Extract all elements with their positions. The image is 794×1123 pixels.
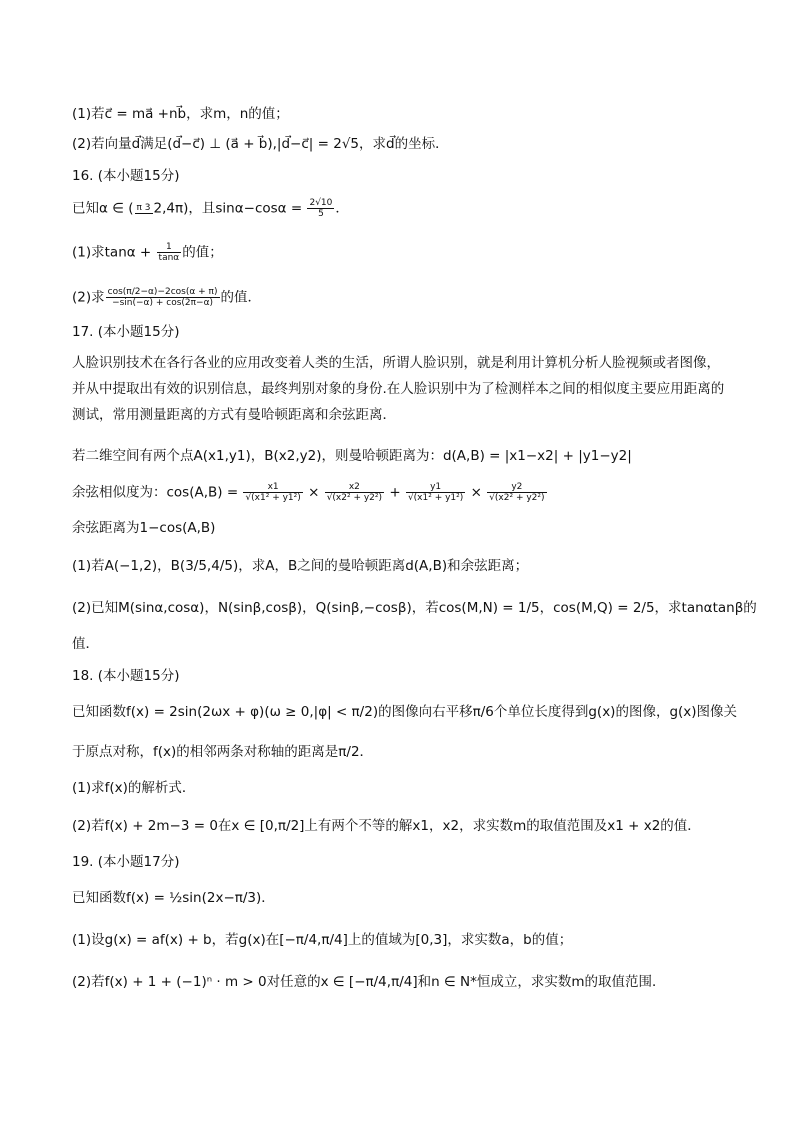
q16-part2-den: −sin(−α) + cos(2π−α)	[112, 298, 214, 308]
q17-part2-cont: 值．	[72, 636, 99, 652]
q17-frac-3	[406, 482, 465, 503]
q18-heading: 18. (本小题15分)	[72, 668, 180, 684]
q16-heading: 16. (本小题15分)	[72, 168, 180, 184]
q16-value-frac	[307, 198, 334, 219]
q17-frac-3-den: √(x1² + y1²)	[407, 493, 464, 503]
q18-part1: (1)求f(x)的解析式．	[72, 780, 196, 796]
q16-part2-frac	[106, 287, 220, 308]
q17-frac-2-den: √(x2² + y2²)	[326, 493, 383, 503]
q16-part2-num: cos(π/2−α)−2cos(α + π)	[107, 287, 218, 297]
q19-stem: 已知函数f(x) = ½sin(2x−π/3)．	[72, 890, 275, 906]
q17-cosine-text: 余弦相似度为：cos(A,B) =	[72, 484, 243, 501]
q17-frac-2-num: x2	[325, 482, 384, 493]
q16-stem-end: ．	[335, 200, 349, 217]
q15-part1: (1)若c⃗ = ma⃗ +nb⃗，求m，n的值；	[72, 106, 289, 122]
q16-part1-text: (1)求tanα +	[72, 244, 156, 261]
q18-stem-cont: 于原点对称，f(x)的相邻两条对称轴的距离是π/2．	[72, 744, 374, 760]
q17-part1: (1)若A(−1,2)，B(3/5,4/5)，求A，B之间的曼哈顿距离d(A,B)和余弦距离；	[72, 558, 529, 574]
q17-frac-1-den: √(x1² + y1²)	[245, 493, 301, 503]
q17-frac-1-num: x1	[243, 482, 302, 493]
q17-frac-4	[487, 482, 546, 503]
q16-stem-text2: 2,4π)，且sinα−cosα =	[153, 200, 307, 217]
q16-value-den: 5	[318, 209, 324, 219]
q19-part1: (1)设g(x) = af(x) + b，若g(x)在[−π/4,π/4]上的值域为[0,3]，求实数a，b的值；	[72, 932, 573, 948]
q16-part1	[72, 242, 223, 263]
q19-part2: (2)若f(x) + 1 + (−1)ⁿ · m > 0对任意的x ∈ [−π/4,π/4]和n ∈ N*恒成立，求实数m的取值范围．	[72, 974, 666, 990]
q16-value-num: 2√10	[309, 198, 333, 208]
q17-heading: 17. (本小题15分)	[72, 324, 180, 340]
q16-stem	[72, 198, 349, 219]
q16-interval-frac	[135, 203, 153, 214]
q16-part1-end: 的值；	[182, 244, 223, 261]
q16-part1-den: tanα	[158, 253, 180, 263]
q17-frac-4-num: y2	[487, 482, 546, 493]
q17-paragraph: 人脸识别技术在各行各业的应用改变着人类的生活，所谓人脸识别，就是利用计算机分析人脸视频或者图像，并从中提取出有效的识别信息，最终判别对象的身份.在人脸识别中为了检测样本之间的相似度主要应用距离的测试，常用测量距离的方式有曼哈顿距离和余弦距离．	[72, 355, 725, 423]
q17-frac-1	[243, 482, 302, 503]
q18-part2: (2)若f(x) + 2m−3 = 0在x ∈ [0,π/2]上有两个不等的解x1，x2，求实数m的取值范围及x1 + x2的值．	[72, 818, 701, 834]
q16-part2	[72, 287, 261, 308]
q19-heading: 19. (本小题17分)	[72, 854, 180, 870]
q17-frac-4-den: √(x2² + y2²)	[489, 493, 545, 503]
q17-frac-2	[325, 482, 384, 503]
q18-stem: 已知函数f(x) = 2sin(2ωx + φ)(ω ≥ 0,|φ| < π/2)的图像向右平移π/6个单位长度得到g(x)的图像，g(x)图像关	[72, 704, 738, 720]
q17-part2: (2)已知M(sinα,cosα)，N(sinβ,cosβ)，Q(sinβ,−cosβ)，若cos(M,N) = 1/5，cos(M,Q) = 2/5，求tanαtanβ的	[72, 600, 757, 616]
q17-cosine: 余弦相似度为：cos(A,B) = $\frac{x1}{\text{√(x1² + y1²)}}$ × $\frac{x2}{\text{√(x2² + y2²)}}$ + $\frac{y1}{\text{√(x1² + y1²)}}$ × $\frac{y2}{\text{√(x2² + y2²)}}$	[72, 482, 545, 503]
q16-interval-top: π 3	[136, 203, 151, 213]
q16-stem-text: 已知α ∈ (	[72, 200, 134, 217]
q15-part2: (2)若向量d⃗满足(d⃗−c⃗) ⊥ (a⃗ + b⃗),|d⃗−c⃗| = 2√5，求d⃗的坐标．	[72, 136, 449, 152]
q17-manhattan: 若二维空间有两个点A(x1,y1)，B(x2,y2)，则曼哈顿距离为：d(A,B) = |x1−x2| + |y1−y2|	[72, 448, 632, 464]
q16-part1-frac	[157, 242, 182, 263]
q16-part2-end: 的值．	[220, 289, 261, 306]
q17-frac-3-num: y1	[406, 482, 465, 493]
q17-cosine-distance: 余弦距离为1−cos(A,B)	[72, 520, 216, 536]
q16-part1-num: 1	[157, 242, 182, 253]
q16-part2-text: (2)求	[72, 289, 105, 306]
